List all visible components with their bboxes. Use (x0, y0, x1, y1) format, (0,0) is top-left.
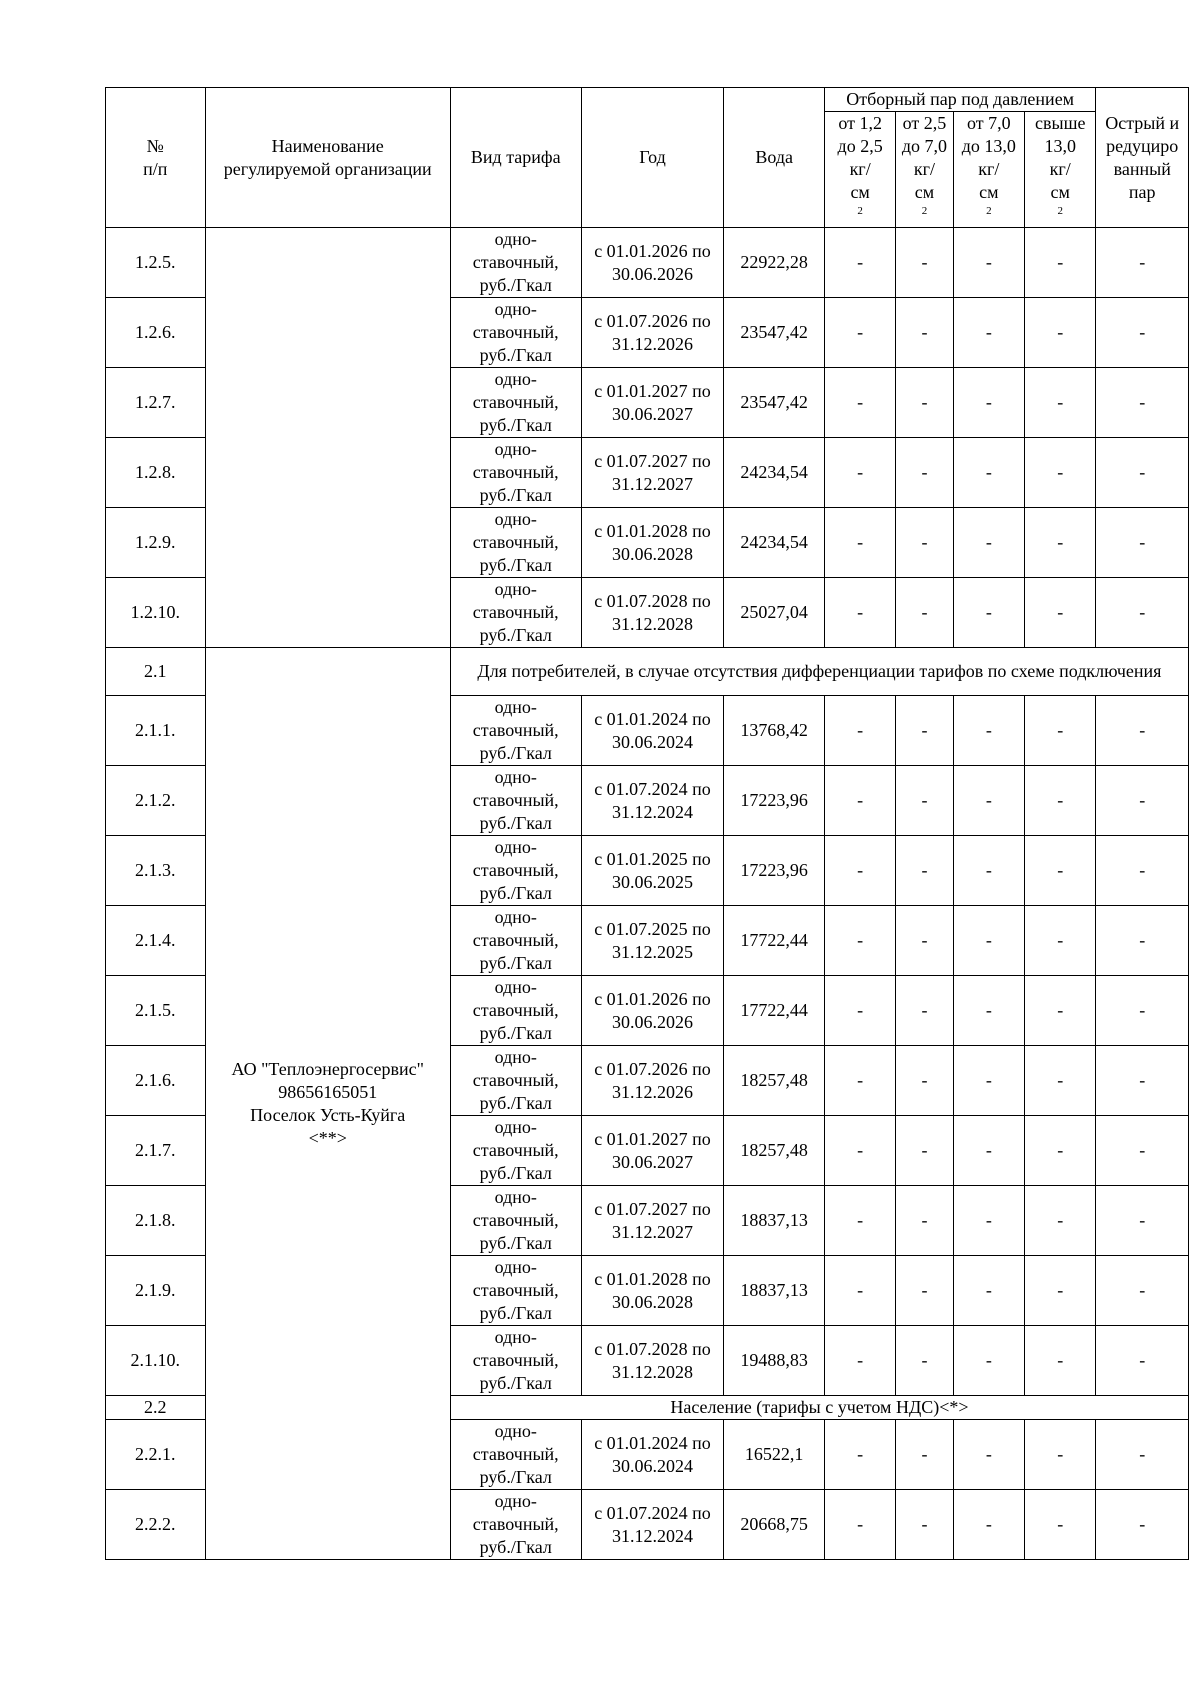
sharp-steam-value: - (1096, 696, 1189, 766)
row-number: 2.2.2. (106, 1490, 206, 1560)
steam-4-value: - (1025, 1420, 1096, 1490)
section-row (106, 648, 1189, 696)
header-year: Год (581, 88, 724, 228)
row-number: 1.2.7. (106, 368, 206, 438)
steam-1-value: - (824, 696, 895, 766)
tariff-type-cell: одно- ставочный, руб./Гкал (450, 368, 581, 438)
steam-1-value: - (824, 578, 895, 648)
water-value: 16522,1 (724, 1420, 825, 1490)
organization-cell-blank (205, 228, 450, 648)
tariff-type-cell: одно- ставочный, руб./Гкал (450, 1116, 581, 1186)
period-cell: с 01.01.2024 по 30.06.2024 (581, 1420, 724, 1490)
steam-2-value: - (896, 906, 953, 976)
header-steam-3: от 7,0 до 13,0 кг/ см $^2$ (953, 112, 1024, 228)
water-value: 17223,96 (724, 766, 825, 836)
water-value: 24234,54 (724, 438, 825, 508)
tariff-type-cell: одно- ставочный, руб./Гкал (450, 228, 581, 298)
steam-4-value: - (1025, 1326, 1096, 1396)
header-steam-2: от 2,5 до 7,0 кг/ см $^2$ (896, 112, 953, 228)
steam-3-value: - (953, 298, 1024, 368)
sharp-steam-value: - (1096, 508, 1189, 578)
steam-1-value: - (824, 1420, 895, 1490)
header-organization: Наименование регулируемой организации (205, 88, 450, 228)
steam-3-value: - (953, 906, 1024, 976)
tariff-type-cell: одно- ставочный, руб./Гкал (450, 906, 581, 976)
steam-4-value: - (1025, 1490, 1096, 1560)
steam-1-value: - (824, 368, 895, 438)
water-value: 18837,13 (724, 1256, 825, 1326)
water-value: 23547,42 (724, 368, 825, 438)
steam-3-value: - (953, 976, 1024, 1046)
steam-2-value: - (896, 1490, 953, 1560)
header-tariff-type: Вид тарифа (450, 88, 581, 228)
period-cell: с 01.01.2025 по 30.06.2025 (581, 836, 724, 906)
steam-2-value: - (896, 368, 953, 438)
row-number: 2.1.1. (106, 696, 206, 766)
header-steam-1: от 1,2 до 2,5 кг/ см $^2$ (824, 112, 895, 228)
section-number: 2.1 (106, 648, 206, 696)
row-number: 2.2.1. (106, 1420, 206, 1490)
sharp-steam-value: - (1096, 1490, 1189, 1560)
sharp-steam-value: - (1096, 578, 1189, 648)
steam-2-value: - (896, 578, 953, 648)
steam-4-value: - (1025, 228, 1096, 298)
steam-1-value: - (824, 438, 895, 508)
water-value: 17722,44 (724, 976, 825, 1046)
water-value: 17722,44 (724, 906, 825, 976)
steam-3-value: - (953, 1420, 1024, 1490)
row-number: 2.1.10. (106, 1326, 206, 1396)
water-value: 22922,28 (724, 228, 825, 298)
period-cell: с 01.01.2024 по 30.06.2024 (581, 696, 724, 766)
section-number: 2.2 (106, 1396, 206, 1420)
steam-1-value: - (824, 228, 895, 298)
tariff-type-cell: одно- ставочный, руб./Гкал (450, 298, 581, 368)
steam-4-value: - (1025, 298, 1096, 368)
water-value: 23547,42 (724, 298, 825, 368)
tariff-type-cell: одно- ставочный, руб./Гкал (450, 1490, 581, 1560)
period-cell: с 01.07.2026 по 31.12.2026 (581, 298, 724, 368)
row-number: 2.1.3. (106, 836, 206, 906)
steam-2-value: - (896, 976, 953, 1046)
steam-1-value: - (824, 766, 895, 836)
row-number: 2.1.4. (106, 906, 206, 976)
steam-4-value: - (1025, 1186, 1096, 1256)
header-water: Вода (724, 88, 825, 228)
row-number: 2.1.2. (106, 766, 206, 836)
water-value: 24234,54 (724, 508, 825, 578)
row-number: 2.1.6. (106, 1046, 206, 1116)
row-number: 2.1.7. (106, 1116, 206, 1186)
section-title: Для потребителей, в случае отсутствия дифференциации тарифов по схеме подключения (450, 648, 1188, 696)
sharp-steam-value: - (1096, 1256, 1189, 1326)
steam-4-value: - (1025, 368, 1096, 438)
sharp-steam-value: - (1096, 766, 1189, 836)
period-cell: с 01.01.2027 по 30.06.2027 (581, 1116, 724, 1186)
sharp-steam-value: - (1096, 836, 1189, 906)
water-value: 18257,48 (724, 1046, 825, 1116)
steam-2-value: - (896, 438, 953, 508)
steam-2-value: - (896, 766, 953, 836)
row-number: 1.2.5. (106, 228, 206, 298)
steam-1-value: - (824, 1116, 895, 1186)
table-row (106, 228, 1189, 298)
steam-4-value: - (1025, 438, 1096, 508)
sharp-steam-value: - (1096, 906, 1189, 976)
period-cell: с 01.07.2028 по 31.12.2028 (581, 1326, 724, 1396)
water-value: 25027,04 (724, 578, 825, 648)
water-value: 20668,75 (724, 1490, 825, 1560)
steam-4-value: - (1025, 1046, 1096, 1116)
tariff-type-cell: одно- ставочный, руб./Гкал (450, 1326, 581, 1396)
period-cell: с 01.07.2028 по 31.12.2028 (581, 578, 724, 648)
steam-1-value: - (824, 298, 895, 368)
steam-2-value: - (896, 228, 953, 298)
steam-4-value: - (1025, 1256, 1096, 1326)
steam-1-value: - (824, 1256, 895, 1326)
sharp-steam-value: - (1096, 298, 1189, 368)
water-value: 17223,96 (724, 836, 825, 906)
steam-3-value: - (953, 1116, 1024, 1186)
steam-3-value: - (953, 1046, 1024, 1116)
period-cell: с 01.07.2024 по 31.12.2024 (581, 1490, 724, 1560)
steam-4-value: - (1025, 508, 1096, 578)
row-number: 2.1.5. (106, 976, 206, 1046)
steam-3-value: - (953, 766, 1024, 836)
steam-2-value: - (896, 1326, 953, 1396)
sharp-steam-value: - (1096, 1420, 1189, 1490)
period-cell: с 01.01.2028 по 30.06.2028 (581, 508, 724, 578)
steam-2-value: - (896, 1116, 953, 1186)
tariff-type-cell: одно- ставочный, руб./Гкал (450, 976, 581, 1046)
row-number: 1.2.10. (106, 578, 206, 648)
steam-3-value: - (953, 228, 1024, 298)
steam-3-value: - (953, 1186, 1024, 1256)
period-cell: с 01.07.2024 по 31.12.2024 (581, 766, 724, 836)
steam-4-value: - (1025, 836, 1096, 906)
steam-3-value: - (953, 368, 1024, 438)
tariff-type-cell: одно- ставочный, руб./Гкал (450, 438, 581, 508)
water-value: 13768,42 (724, 696, 825, 766)
steam-1-value: - (824, 1326, 895, 1396)
header-no: № п/п (106, 88, 206, 228)
water-value: 18837,13 (724, 1186, 825, 1256)
steam-1-value: - (824, 836, 895, 906)
steam-2-value: - (896, 1046, 953, 1116)
period-cell: с 01.07.2027 по 31.12.2027 (581, 438, 724, 508)
tariff-table (105, 87, 1189, 1560)
steam-2-value: - (896, 1420, 953, 1490)
steam-3-value: - (953, 508, 1024, 578)
steam-3-value: - (953, 1490, 1024, 1560)
sharp-steam-value: - (1096, 1046, 1189, 1116)
steam-1-value: - (824, 976, 895, 1046)
tariff-type-cell: одно- ставочный, руб./Гкал (450, 696, 581, 766)
steam-2-value: - (896, 508, 953, 578)
sharp-steam-value: - (1096, 438, 1189, 508)
period-cell: с 01.07.2027 по 31.12.2027 (581, 1186, 724, 1256)
header-steam-group: Отборный пар под давлением (824, 88, 1095, 112)
tariff-type-cell: одно- ставочный, руб./Гкал (450, 1256, 581, 1326)
steam-2-value: - (896, 1186, 953, 1256)
tariff-type-cell: одно- ставочный, руб./Гкал (450, 836, 581, 906)
steam-1-value: - (824, 906, 895, 976)
steam-1-value: - (824, 1186, 895, 1256)
period-cell: с 01.07.2026 по 31.12.2026 (581, 1046, 724, 1116)
steam-4-value: - (1025, 906, 1096, 976)
row-number: 1.2.6. (106, 298, 206, 368)
period-cell: с 01.07.2025 по 31.12.2025 (581, 906, 724, 976)
steam-4-value: - (1025, 1116, 1096, 1186)
steam-2-value: - (896, 1256, 953, 1326)
tariff-type-cell: одно- ставочный, руб./Гкал (450, 1046, 581, 1116)
sharp-steam-value: - (1096, 1186, 1189, 1256)
period-cell: с 01.01.2027 по 30.06.2027 (581, 368, 724, 438)
steam-3-value: - (953, 1256, 1024, 1326)
water-value: 18257,48 (724, 1116, 825, 1186)
period-cell: с 01.01.2026 по 30.06.2026 (581, 976, 724, 1046)
sharp-steam-value: - (1096, 368, 1189, 438)
steam-4-value: - (1025, 766, 1096, 836)
water-value: 19488,83 (724, 1326, 825, 1396)
tariff-type-cell: одно- ставочный, руб./Гкал (450, 508, 581, 578)
steam-2-value: - (896, 298, 953, 368)
steam-1-value: - (824, 508, 895, 578)
table-body-previous-org (106, 228, 1189, 648)
steam-2-value: - (896, 696, 953, 766)
steam-4-value: - (1025, 696, 1096, 766)
steam-3-value: - (953, 696, 1024, 766)
tariff-type-cell: одно- ставочный, руб./Гкал (450, 766, 581, 836)
sharp-steam-value: - (1096, 228, 1189, 298)
table-body-organization (106, 648, 1189, 1560)
period-cell: с 01.01.2026 по 30.06.2026 (581, 228, 724, 298)
tariff-type-cell: одно- ставочный, руб./Гкал (450, 1420, 581, 1490)
tariff-type-cell: одно- ставочный, руб./Гкал (450, 578, 581, 648)
steam-4-value: - (1025, 578, 1096, 648)
organization-cell: АО "Теплоэнергосервис" 98656165051 Поселок Усть-Куйга <**> (205, 648, 450, 1560)
steam-1-value: - (824, 1490, 895, 1560)
steam-3-value: - (953, 578, 1024, 648)
tariff-type-cell: одно- ставочный, руб./Гкал (450, 1186, 581, 1256)
row-number: 2.1.8. (106, 1186, 206, 1256)
steam-4-value: - (1025, 976, 1096, 1046)
steam-1-value: - (824, 1046, 895, 1116)
sharp-steam-value: - (1096, 976, 1189, 1046)
header-sharp-steam: Острый и редуциро ванный пар (1096, 88, 1189, 228)
row-number: 1.2.9. (106, 508, 206, 578)
header-steam-4: свыше 13,0 кг/ см $^2$ (1025, 112, 1096, 228)
steam-2-value: - (896, 836, 953, 906)
section-title: Население (тарифы с учетом НДС)<*> (450, 1396, 1188, 1420)
sharp-steam-value: - (1096, 1326, 1189, 1396)
steam-3-value: - (953, 438, 1024, 508)
period-cell: с 01.01.2028 по 30.06.2028 (581, 1256, 724, 1326)
steam-3-value: - (953, 836, 1024, 906)
row-number: 1.2.8. (106, 438, 206, 508)
steam-3-value: - (953, 1326, 1024, 1396)
row-number: 2.1.9. (106, 1256, 206, 1326)
sharp-steam-value: - (1096, 1116, 1189, 1186)
